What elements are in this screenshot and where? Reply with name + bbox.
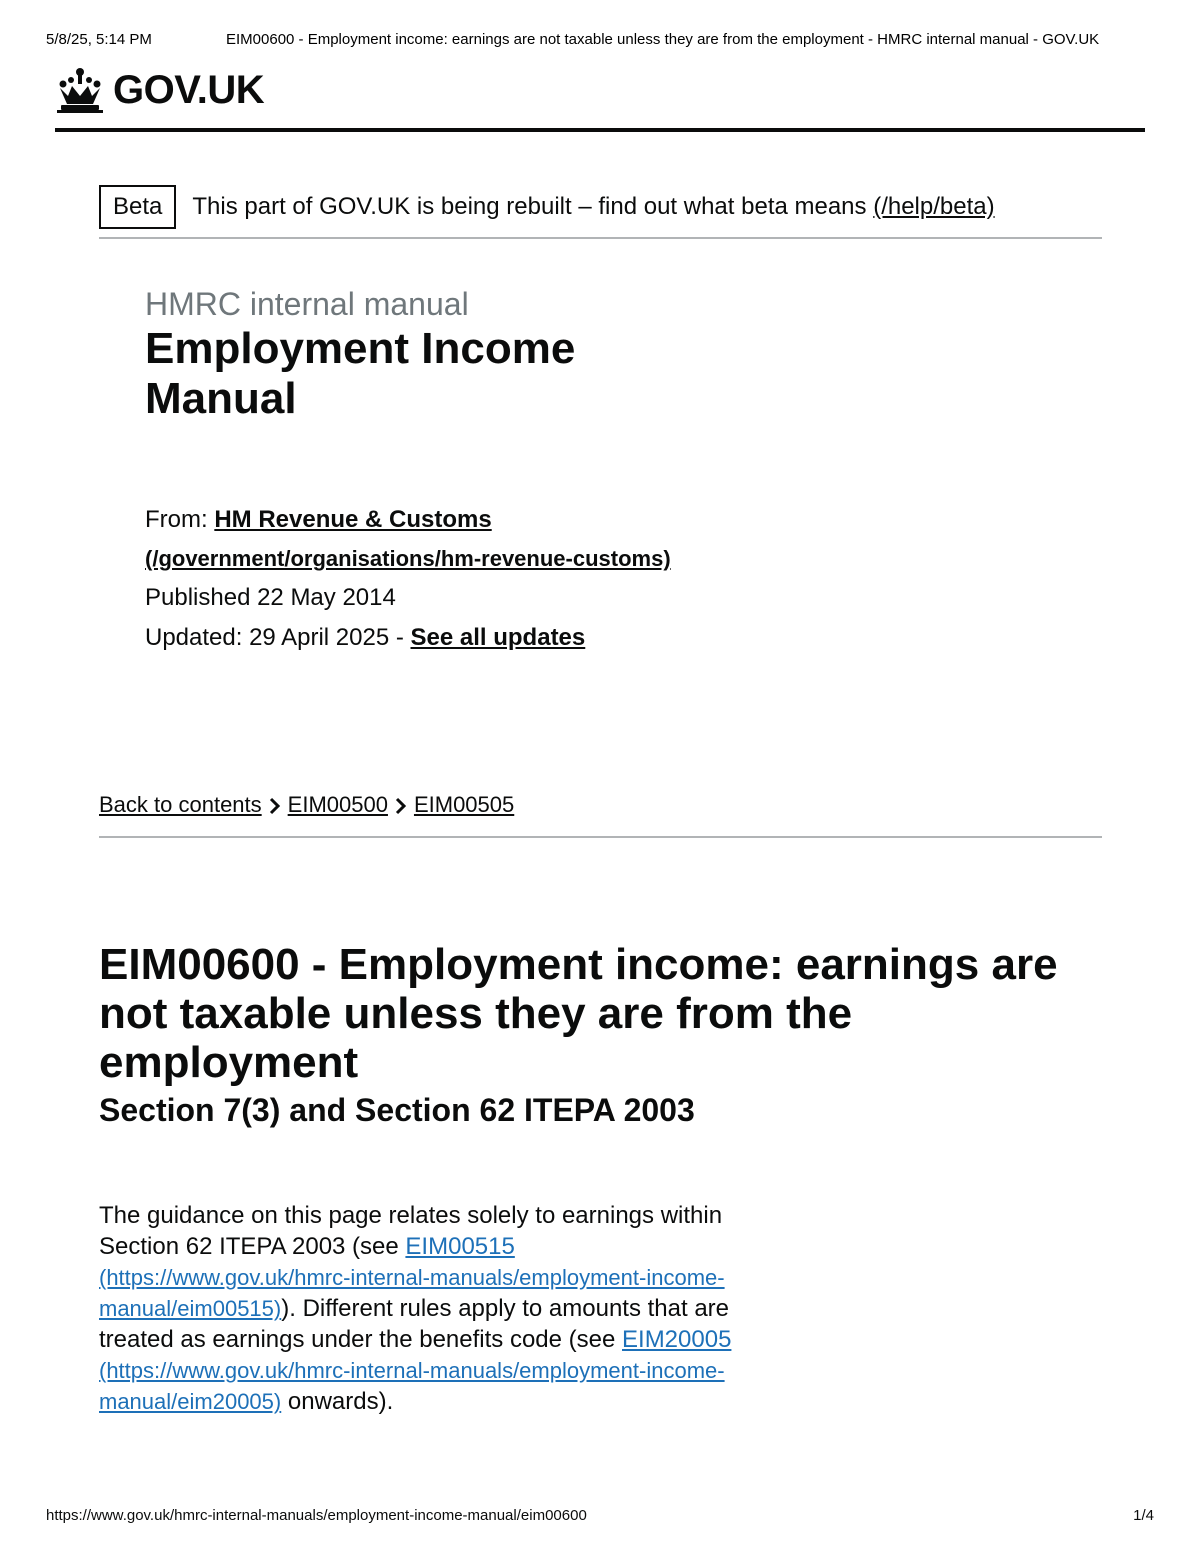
breadcrumb-eim00505[interactable]: EIM00505 [413, 792, 515, 817]
beta-message-text: This part of GOV.UK is being rebuilt – [192, 193, 599, 220]
section-subtitle: Section 7(3) and Section 62 ITEPA 2003 [99, 1092, 695, 1128]
beta-info-href: (/help/beta) [873, 193, 995, 220]
print-page-title: EIM00600 - Employment income: earnings are not taxable unless they are from the employment - HMRC internal manual - GOV.UK [226, 31, 1100, 48]
metadata [145, 500, 671, 658]
published-date: Published 22 May 2014 [145, 584, 396, 611]
breadcrumb-eim00500[interactable]: EIM00500 [287, 792, 388, 817]
header-divider [55, 128, 1145, 132]
org-link[interactable]: HM Revenue & Customs [214, 506, 492, 533]
eim00515-url[interactable]: (https://www.gov.uk/hmrc-internal-manuals/employment-income-manual/eim00515) [99, 1265, 725, 1321]
body-paragraph [99, 1200, 759, 1417]
beta-banner [99, 185, 1102, 239]
updated-date: Updated: 29 April 2025 - [145, 624, 411, 651]
page-title: EIM00600 - Employment income: earnings are not taxable unless they are from the employment [99, 940, 1058, 1087]
eim00515-link[interactable]: EIM00515 [405, 1233, 515, 1260]
chevron-right-icon [262, 792, 288, 818]
beta-info-link[interactable]: find out what beta means [598, 193, 867, 220]
from-line [145, 500, 671, 540]
see-all-updates-link[interactable]: See all updates [410, 624, 586, 651]
beta-message [192, 185, 994, 229]
print-url: https://www.gov.uk/hmrc-internal-manuals/employment-income-manual/eim00600 [46, 1507, 587, 1524]
print-footer [46, 1507, 1154, 1524]
para-text-2: ). Different rules apply to amounts that are treated as earnings under the benefits code (see [99, 1295, 730, 1353]
print-header [46, 31, 1154, 48]
para-text-1: The guidance on this page relates solely to earnings within Section 62 ITEPA 2003 (see [99, 1202, 723, 1260]
govuk-logo-link[interactable] [55, 66, 264, 114]
breadcrumb [99, 792, 1102, 838]
logo-text: GOV.UK [113, 67, 265, 112]
page-number: 1/4 [1133, 1507, 1154, 1524]
chevron-right-icon [388, 792, 414, 818]
print-datetime: 5/8/25, 5:14 PM [46, 31, 152, 48]
updated-line [145, 618, 671, 658]
crown-icon [55, 66, 105, 114]
manual-title: Employment Income Manual [145, 324, 576, 423]
para-text-3: onwards). [281, 1388, 394, 1415]
breadcrumb-back-to-contents[interactable]: Back to contents [99, 792, 262, 817]
eim20005-url[interactable]: (https://www.gov.uk/hmrc-internal-manuals/employment-income-manual/eim20005) [99, 1358, 725, 1414]
org-link-path[interactable]: (/government/organisations/hm-revenue-customs) [145, 546, 671, 571]
from-label: From: [145, 506, 215, 533]
eim20005-link[interactable]: EIM20005 [622, 1326, 732, 1353]
manual-caption: HMRC internal manual [145, 286, 469, 322]
beta-tag: Beta [99, 185, 176, 229]
